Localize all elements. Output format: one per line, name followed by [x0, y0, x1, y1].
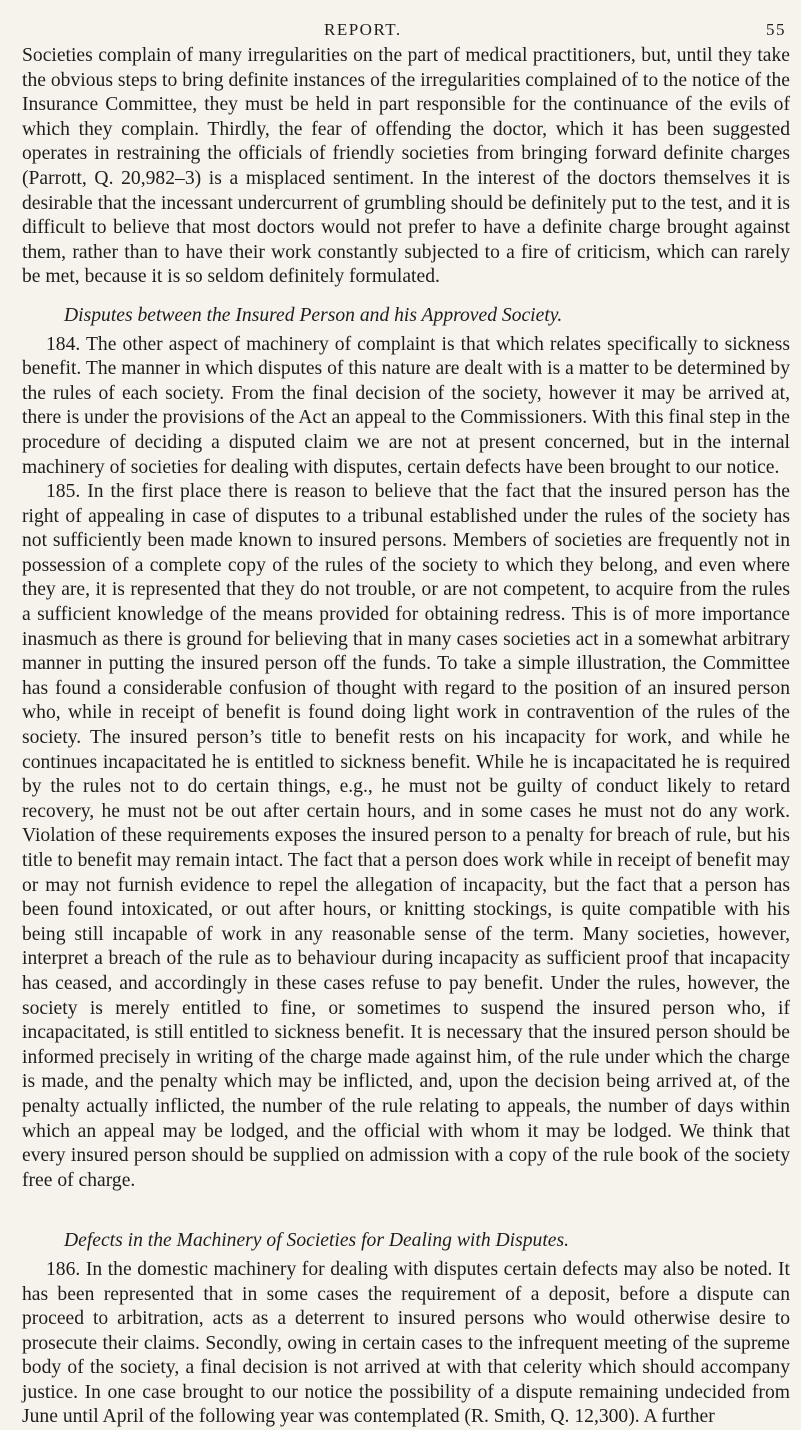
- document-page: [22, 14, 790, 1430]
- intro-paragraph: Societies complain of many irregularities on the part of medical practitioners, but, until they take the obvious steps to bring definite instances of the irregularities complained of to the notice of the Insurance Committee, they must be held in part responsible for the continuance of the evils of which they complain. Thirdly, the fear of offending the doctor, which it has been suggested operates in restraining the officials of friendly societies from bringing forward definite charges (Parrott, Q. 20,982–3) is a misplaced sentiment. In the interest of the doctors themselves it is desirable that the incessant undercurrent of grumbling should be definitely put to the test, and it is difficult to believe that most doctors would not prefer to have a definite charge brought against them, rather than to have their work constantly subjected to a fire of criticism, which can rarely be met, because it is so seldom definitely formulated.: [22, 45, 790, 288]
- section-heading-disputes: Disputes between the Insured Person and his Approved Society.: [64, 304, 563, 326]
- paragraph-185: 185. In the first place there is reason to believe that the fact that the insured person has the right of appealing in case of disputes to a tribunal established under the rules of the society has not sufficiently been made known to insured persons. Members of societies are frequently not in possession of a complete copy of the rules of the society to which they belong, and even where they are, it is represented that they do not trouble, or are not competent, to acquire from the rules a sufficient knowledge of the means provided for obtaining redress. This is of more importance inasmuch as there is ground for believing that in many cases societies act in a somewhat arbitrary manner in putting the insured person off the funds. To take a simple illustration, the Committee has found a considerable confusion of thought with regard to the position of an insured person who, while in receipt of benefit is found doing light work in contravention of the rules of the society. The insured person’s title to benefit rests on his incapacity for work, and while he continues incapacitated he is entitled to sickness benefit. While he is incapacitated he is required by the rules not to do certain things, e.g., he must not be guilty of conduct likely to retard recovery, he must not be out after certain hours, and in some cases he must not do any work. Violation of these requirements exposes the insured person to a penalty for breach of rule, but his title to benefit may remain intact. The fact that a person does work while in receipt of benefit may or may not furnish evidence to repel the allegation of incapacity, but the fact that a person has been found intoxicated, or out after hours, or knitting stockings, is quite compatible with his being still incapable of work in any reasonable sense of the term. Many societies, however, interpret a breach of the rule as to behaviour during incapacity as sufficient proof that incapacity has ceased, and accordingly in these cases refuse to pay benefit. Under the rules, however, the society is merely entitled to fine, or sometimes to suspend the insured person who, if incapacitated, is still entitled to sickness benefit. It is necessary that the insured person should be informed precisely in writing of the charge made against him, of the rule under which the charge is made, and the penalty which may be inflicted, and, upon the decision being arrived at, of the penalty actually inflicted, the number of the rule relating to appeals, the number of days within which an appeal may be lodged, and the official with whom it may be lodged. We think that every insured person should be supplied on admission with a copy of the rule book of the society free of charge.: [22, 481, 790, 1191]
- section-heading-defects: Defects in the Machinery of Societies for Dealing with Disputes.: [64, 1230, 569, 1252]
- paragraph-184: 184. The other aspect of machinery of complaint is that which relates specifically to sickness benefit. The manner in which disputes of this nature are dealt with is a matter to be determined by the rules of each society. From the final decision of the society, however it may be arrived at, there is under the provisions of the Act an appeal to the Commissioners. With this final step in the procedure of deciding a disputed claim we are not at present concerned, but in the internal machinery of societies for dealing with disputes, certain defects have been brought to our notice.: [22, 333, 790, 478]
- running-head: [22, 14, 790, 44]
- running-head-title: REPORT.: [324, 20, 402, 39]
- paragraph-186: 186. In the domestic machinery for dealing with disputes certain defects may also be noted. It has been represented that in some cases the requirement of a deposit, before a dispute can proceed to arbitration, acts as a deterrent to insured persons who would otherwise desire to prosecute their claims. Secondly, owing in certain cases to the infrequent meeting of the supreme body of the society, a final decision is not arrived at with that celerity which should accompany justice. In one case brought to our notice the possibility of a dispute remaining undecided from June until April of the following year was contemplated (R. Smith, Q. 12,300). A further: [22, 1258, 790, 1428]
- page-number: 55: [766, 20, 786, 39]
